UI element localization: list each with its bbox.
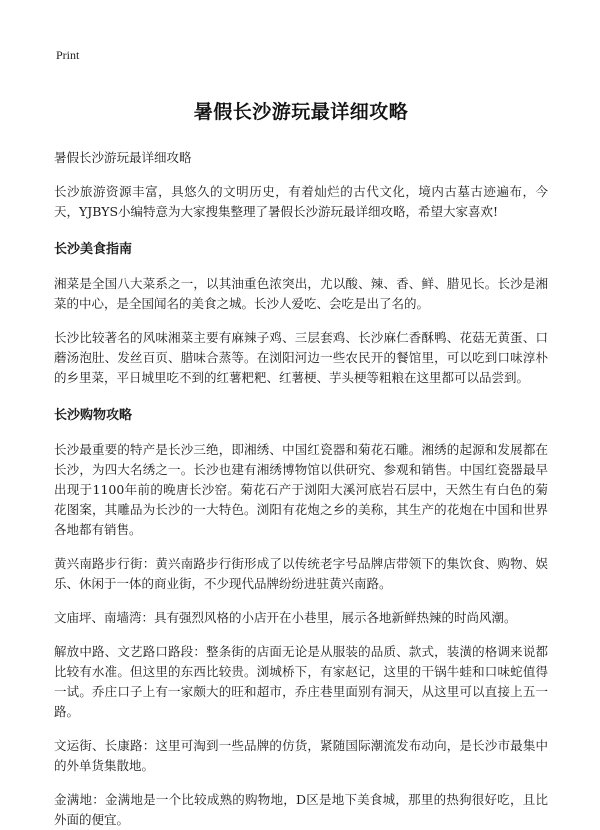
section-heading-food: 长沙美食指南 [54, 242, 133, 257]
document-subtitle: 暑假长沙游玩最详细攻略 [54, 150, 192, 165]
shopping-paragraph-1: 长沙最重要的特产是长沙三绝，即湘绣、中国红瓷器和菊花石雕。湘绣的起源和发展都在长沙，为四大名绣之一。长沙也建有湘绣博物馆以供研究、参观和销售。中国红瓷器最早出现于1100年前的晚唐长沙窑。菊花石产于浏阳大溪河底岩石层中，天然生有白色的菊花图案，其雕品为长沙的一大特色。浏阳有花炮之乡的美称，其生产的花炮在中国和世界各地都有销售。 [54, 442, 548, 537]
section-heading-shopping: 长沙购物攻略 [54, 408, 133, 423]
food-paragraph-1: 湘菜是全国八大菜系之一，以其油重色浓突出，尤以酸、辣、香、鲜、腊见长。长沙是湘菜的中心，是全国闻名的美食之城。长沙人爱吃、会吃是出了名的。 [54, 276, 548, 311]
print-link[interactable]: Print [56, 48, 80, 62]
document-title: 暑假长沙游玩最详细攻略 [193, 101, 409, 123]
intro-paragraph: 长沙旅游资源丰富，具悠久的文明历史，有着灿烂的古代文化，境内古墓古迹遍布，今天，YJBYS小编特意为大家搜集整理了暑假长沙游玩最详细攻略，希望大家喜欢! [54, 184, 548, 219]
shopping-paragraph-4: 解放中路、文艺路口路段：整条街的店面无论是从服装的品质、款式，装潢的格调来说都比较有水准。但这里的东西比较贵。浏城桥下，有家赵记，这里的干锅牛蛙和口味蛇值得一试。乔庄口子上有一家颇大的旺和超市，乔庄巷里面别有洞天，从这里可以直接上五一路。 [54, 644, 548, 719]
shopping-paragraph-2: 黄兴南路步行街：黄兴南路步行街形成了以传统老字号品牌店带领下的集饮食、购物、娱乐、休闲于一体的商业街，不少现代品牌纷纷进驻黄兴南路。 [54, 556, 548, 591]
shopping-paragraph-3: 文庙坪、南墙湾：具有强烈风格的小店开在小巷里，展示各地新鲜热辣的时尚风潮。 [54, 610, 517, 625]
shopping-paragraph-6: 金满地：金满地是一个比较成熟的购物地，D区是地下美食城，那里的热狗很好吃，且比外面的便宜。 [54, 792, 548, 827]
food-paragraph-2: 长沙比较著名的风味湘菜主要有麻辣子鸡、三层套鸡、长沙麻仁香酥鸭、花菇无黄蛋、口蘑汤泡肚、发丝百页、腊味合蒸等。在浏阳河边一些农民开的餐馆里，可以吃到口味淳朴的乡里菜，平日城里吃不到的红薯粑粑、红薯梗、芋头梗等粗粮在这里都可以品尝到。 [54, 330, 548, 385]
shopping-paragraph-5: 文运街、长康路：这里可淘到一些品牌的仿货，紧随国际潮流发布动向，是长沙市最集中的外单货集散地。 [54, 738, 548, 773]
